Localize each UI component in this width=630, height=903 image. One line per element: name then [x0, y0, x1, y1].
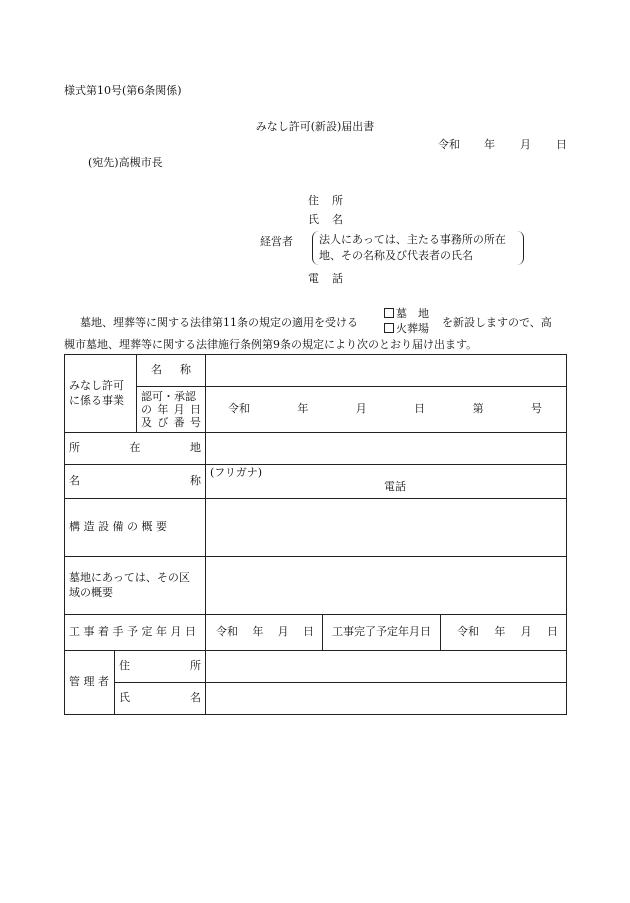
approval-era: 令和 — [228, 402, 250, 416]
location-label — [65, 433, 206, 465]
approval-number-suffix: 号 — [530, 402, 542, 416]
furigana-label: (フリガナ) — [210, 466, 263, 479]
end-year: 年 — [494, 625, 506, 639]
statement-part-1: 墓地、埋葬等に関する法律第11条の規定の適用を受ける — [80, 316, 358, 329]
corporate-note-line-1: 法人にあっては、主たる事務所の所在 — [319, 233, 506, 246]
approval-char: び — [157, 416, 169, 429]
manager-address-char: 所 — [190, 659, 201, 673]
approval-char: 号 — [189, 416, 201, 429]
checkbox-icon[interactable] — [384, 308, 394, 318]
form-number: 様式第10号(第6条関係) — [64, 84, 182, 97]
end-day: 日 — [546, 625, 558, 639]
name-label-2: 名 — [332, 213, 343, 226]
table-row — [65, 387, 567, 433]
business-label-line-2: に係る事業 — [69, 393, 124, 407]
option-crematorium[interactable] — [384, 322, 429, 336]
manager-address-field[interactable] — [206, 651, 567, 683]
statement-line-2: 槻市墓地、埋葬等に関する法律施行条例第9条の規定により次のとおり届け出ます。 — [64, 338, 478, 351]
address-label-1: 住 — [308, 194, 319, 207]
end-era: 令和 — [457, 625, 479, 639]
phone-label-1: 電 — [308, 272, 319, 285]
location-char: 所 — [69, 441, 80, 455]
statement-part-2: を新設しますので、高 — [442, 316, 552, 329]
end-date-label: 工事完了予定年月日 — [323, 615, 441, 651]
name-char: 名 — [69, 474, 80, 488]
business-label-line-1: みなし許可 — [69, 379, 124, 393]
approval-char: 番 — [173, 416, 185, 429]
table-row — [65, 499, 567, 557]
manager-name-char: 氏 — [119, 691, 130, 705]
cemetery-area-label-line-1: 墓地にあっては、その区 — [69, 571, 190, 585]
approval-char: の — [141, 403, 152, 416]
phone-label-2: 話 — [332, 272, 343, 285]
location-char: 在 — [129, 441, 141, 455]
manager-name-label — [115, 683, 206, 715]
approval-date-number-field[interactable] — [206, 387, 567, 433]
cemetery-area-field[interactable] — [206, 557, 567, 615]
checkbox-icon[interactable] — [384, 323, 394, 333]
option-crematorium-label: 火葬場 — [396, 322, 429, 335]
approval-day: 日 — [414, 402, 426, 416]
business-name-label — [137, 355, 206, 387]
table-row — [65, 651, 567, 683]
business-label — [65, 355, 137, 433]
manager-label: 管 理 者 — [65, 651, 115, 715]
approval-number-prefix: 第 — [472, 402, 484, 416]
approval-month: 月 — [355, 402, 367, 416]
table-row — [65, 557, 567, 615]
option-cemetery[interactable] — [384, 307, 429, 321]
approval-char: 年 — [157, 403, 169, 416]
corporate-note-bracket — [312, 231, 524, 265]
start-year: 年 — [252, 625, 264, 639]
notification-form-table — [64, 354, 567, 715]
approval-year: 年 — [297, 402, 309, 416]
table-row — [65, 355, 567, 387]
manager-address-char: 住 — [119, 659, 130, 673]
manager-name-field[interactable] — [206, 683, 567, 715]
structure-field[interactable] — [206, 499, 567, 557]
end-date-field[interactable] — [441, 615, 567, 651]
table-row — [65, 683, 567, 715]
approval-label — [137, 387, 206, 433]
approval-char: 日 — [189, 403, 201, 416]
corporate-note-line-2: 地、その名称及び代表者の氏名 — [319, 249, 473, 262]
business-name-field[interactable] — [206, 355, 567, 387]
manager-address-label — [115, 651, 206, 683]
date-era: 令和 — [438, 138, 460, 151]
business-name-char-2: 称 — [180, 363, 191, 377]
start-day: 日 — [302, 625, 314, 639]
approval-char: 月 — [173, 403, 185, 416]
start-date-field[interactable] — [206, 615, 323, 651]
date-month: 月 — [520, 138, 531, 151]
cemetery-area-label — [65, 557, 206, 615]
manager-name-char: 名 — [190, 691, 201, 705]
end-month: 月 — [520, 625, 532, 639]
name-label-1: 氏 — [308, 213, 319, 226]
start-month: 月 — [277, 625, 289, 639]
name-field[interactable] — [206, 465, 567, 499]
document-title: みなし許可(新設)届出書 — [255, 120, 375, 133]
operator-label: 経営者 — [260, 235, 293, 248]
name-label — [65, 465, 206, 499]
start-date-label: 工 事 着 手 予 定 年 月 日 — [65, 615, 206, 651]
location-field[interactable] — [206, 433, 567, 465]
cemetery-area-label-line-2: 域の概要 — [69, 585, 113, 599]
approval-char: 及 — [141, 416, 152, 429]
table-row — [65, 465, 567, 499]
table-row — [65, 433, 567, 465]
option-cemetery-label: 墓 地 — [396, 307, 429, 320]
date-day: 日 — [556, 138, 567, 151]
approval-label-line-1: 認可・承認 — [141, 390, 196, 403]
structure-label: 構 造 設 備 の 概 要 — [65, 499, 206, 557]
location-char: 地 — [190, 441, 201, 455]
name-char: 称 — [190, 474, 201, 488]
address-label-2: 所 — [332, 194, 343, 207]
table-row — [65, 615, 567, 651]
start-era: 令和 — [216, 625, 238, 639]
addressee: (宛先)高槻市長 — [88, 156, 163, 169]
phone-label: 電話 — [384, 480, 406, 493]
business-name-char-1: 名 — [151, 363, 162, 377]
date-year: 年 — [484, 138, 495, 151]
